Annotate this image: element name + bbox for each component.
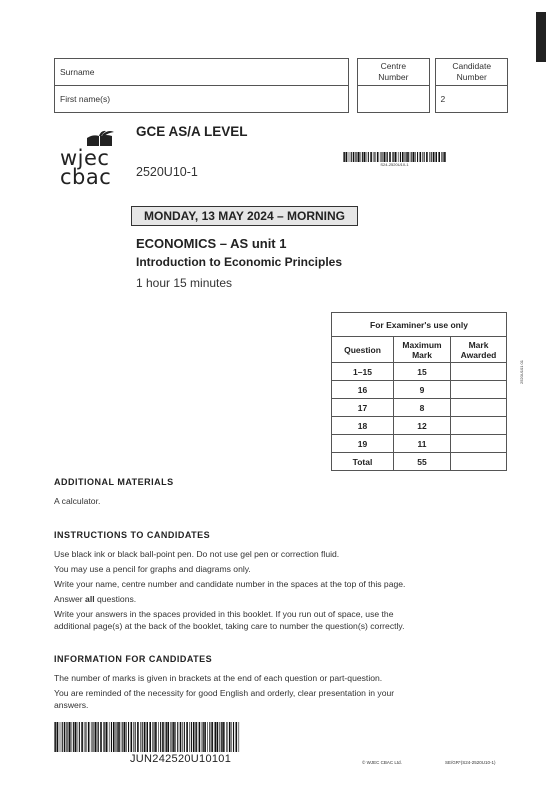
barcode-bar xyxy=(344,152,345,162)
barcode-bar xyxy=(373,152,374,162)
footer-paper-code: SE/GR*(S24-2520U10-1) xyxy=(445,760,496,765)
surname-label: Surname xyxy=(60,67,95,77)
paper-barcode-caption: S24-2520U10-1 xyxy=(380,162,409,167)
barcode-bar xyxy=(211,722,213,752)
side-paper-code: 2520U101 01 xyxy=(519,360,524,385)
table-row xyxy=(332,435,507,453)
table-row xyxy=(332,363,507,381)
candidate-barcode xyxy=(54,722,240,752)
mark-awarded-cell[interactable] xyxy=(451,399,507,417)
barcode-bar xyxy=(167,722,169,752)
question-cell: 19 xyxy=(332,435,394,453)
barcode-bar xyxy=(217,722,219,752)
exam-date-session: MONDAY, 13 MAY 2024 – MORNING xyxy=(131,206,358,226)
barcode-bar xyxy=(100,722,102,752)
barcode-bar xyxy=(355,152,356,162)
max-mark-cell: 8 xyxy=(394,399,451,417)
information-line: The number of marks is given in brackets at the end of each question or part-question. xyxy=(54,673,383,683)
barcode-bar xyxy=(370,152,372,162)
barcode-bar xyxy=(364,152,366,162)
barcode-bar xyxy=(73,722,74,752)
barcode-bar xyxy=(128,722,129,752)
corner-registration-mark xyxy=(536,12,546,62)
barcode-bar xyxy=(353,152,355,162)
barcode-bar xyxy=(81,722,83,752)
table-row xyxy=(332,399,507,417)
first-names-field[interactable] xyxy=(55,86,349,113)
barcode-bar xyxy=(203,722,204,752)
barcode-bar xyxy=(66,722,67,752)
barcode-bar xyxy=(441,152,442,162)
centre-number-field[interactable] xyxy=(358,86,429,113)
information-heading: INFORMATION FOR CANDIDATES xyxy=(54,654,213,664)
barcode-bar xyxy=(172,722,173,752)
barcode-bar xyxy=(124,722,126,752)
examiner-table-title: For Examiner's use only xyxy=(332,313,507,337)
barcode-bar xyxy=(175,722,176,752)
barcode-bar xyxy=(109,722,110,752)
barcode-bar xyxy=(224,722,225,752)
barcode-bar xyxy=(215,722,216,752)
barcode-bar xyxy=(126,722,127,752)
barcode-bar xyxy=(219,722,220,752)
mark-awarded-cell[interactable] xyxy=(451,435,507,453)
barcode-bar xyxy=(222,722,224,752)
barcode-bar xyxy=(149,722,151,752)
candidate-number-field[interactable]: 2 xyxy=(436,86,508,113)
barcode-bar xyxy=(79,722,80,752)
barcode-bar xyxy=(62,722,63,752)
barcode-bar xyxy=(154,722,155,752)
barcode-bar xyxy=(57,722,59,752)
barcode-bar xyxy=(177,722,178,752)
barcode-bar xyxy=(69,722,71,752)
max-mark-cell: 9 xyxy=(394,381,451,399)
barcode-bar xyxy=(152,722,153,752)
question-cell: 17 xyxy=(332,399,394,417)
barcode-bar xyxy=(207,722,208,752)
barcode-bar xyxy=(195,722,196,752)
barcode-bar xyxy=(351,152,352,162)
max-mark-cell: 15 xyxy=(394,363,451,381)
barcode-bar xyxy=(180,722,182,752)
mark-awarded-cell[interactable] xyxy=(451,453,507,471)
information-line: You are reminded of the necessity for good English and orderly, clear presentation in your xyxy=(54,688,395,698)
barcode-bar xyxy=(406,152,407,162)
barcode-bar xyxy=(386,152,387,162)
barcode-bar xyxy=(221,722,222,752)
barcode-bar xyxy=(113,722,115,752)
barcode-bar xyxy=(426,152,428,162)
barcode-bar xyxy=(54,722,55,752)
barcode-bar xyxy=(98,722,99,752)
max-mark-cell: 12 xyxy=(394,417,451,435)
table-row xyxy=(332,453,507,471)
barcode-bar xyxy=(146,722,147,752)
barcode-bar xyxy=(349,152,350,162)
barcode-bar xyxy=(433,152,435,162)
barcode-bar xyxy=(422,152,423,162)
barcode-bar xyxy=(147,722,148,752)
mark-awarded-cell[interactable] xyxy=(451,363,507,381)
barcode-bar xyxy=(420,152,422,162)
question-cell: 16 xyxy=(332,381,394,399)
table-row xyxy=(332,381,507,399)
barcode-bar xyxy=(140,722,141,752)
examiner-marks-table xyxy=(331,312,507,471)
barcode-bar xyxy=(193,722,195,752)
barcode-bar xyxy=(60,722,61,752)
instruction-line: Use black ink or black ball-point pen. Do not use gel pen or correction fluid. xyxy=(54,549,340,559)
barcode-bar xyxy=(67,722,68,752)
paper-code: 2520U10-1 xyxy=(136,165,198,179)
barcode-bar xyxy=(361,152,362,162)
paper-barcode xyxy=(343,152,446,162)
barcode-bar xyxy=(158,722,159,752)
table-row xyxy=(332,417,507,435)
copyright-notice: © WJEC CBAC Ltd. xyxy=(362,760,402,765)
barcode-bar xyxy=(116,722,117,752)
barcode-bar xyxy=(85,722,86,752)
barcode-bar xyxy=(214,722,215,752)
question-column-header: Question xyxy=(332,337,394,363)
subject-title: ECONOMICS – AS unit 1 xyxy=(136,236,287,251)
barcode-bar xyxy=(182,722,183,752)
barcode-bar xyxy=(155,722,157,752)
barcode-bar xyxy=(160,722,161,752)
barcode-bar xyxy=(92,722,93,752)
barcode-bar xyxy=(189,722,190,752)
barcode-bar xyxy=(184,722,185,752)
barcode-bar xyxy=(429,152,430,162)
mark-awarded-cell[interactable] xyxy=(451,417,507,435)
instruction-line: You may use a pencil for graphs and diagrams only. xyxy=(54,564,251,574)
barcode-bar xyxy=(374,152,375,162)
candidate-details-table xyxy=(54,58,508,113)
barcode-bar xyxy=(377,152,379,162)
barcode-bar xyxy=(97,722,98,752)
barcode-bar xyxy=(64,722,66,752)
barcode-bar xyxy=(444,152,446,162)
barcode-bar xyxy=(209,722,210,752)
barcode-bar xyxy=(122,722,123,752)
barcode-bar xyxy=(202,722,203,752)
barcode-bar xyxy=(405,152,406,162)
barcode-bar xyxy=(131,722,133,752)
barcode-bar xyxy=(121,722,122,752)
wjec-cbac-logo: wjec cbac xyxy=(60,130,118,186)
barcode-bar xyxy=(106,722,108,752)
instructions-heading: INSTRUCTIONS TO CANDIDATES xyxy=(54,530,211,540)
barcode-bar xyxy=(387,152,388,162)
mark-awarded-column-header: Mark Awarded xyxy=(451,337,507,363)
barcode-bar xyxy=(407,152,409,162)
question-cell: 18 xyxy=(332,417,394,435)
max-mark-cell: 11 xyxy=(394,435,451,453)
barcode-bar xyxy=(165,722,166,752)
barcode-bar xyxy=(236,722,238,752)
max-mark-cell: 55 xyxy=(394,453,451,471)
barcode-bar xyxy=(411,152,412,162)
barcode-bar xyxy=(103,722,104,752)
instruction-line: additional page(s) at the back of the booklet, taking care to number the question(s) correctly. xyxy=(54,621,405,631)
information-line: answers. xyxy=(54,700,89,710)
instruction-line: Write your answers in the spaces provided in this booklet. If you run out of space, use the xyxy=(54,609,394,619)
barcode-bar xyxy=(389,152,391,162)
centre-number-header: Centre Number xyxy=(358,59,429,86)
candidate-number-header: Candidate Number xyxy=(436,59,508,86)
barcode-bar xyxy=(137,722,139,752)
barcode-bar xyxy=(384,152,386,162)
barcode-bar xyxy=(415,152,416,162)
barcode-bar xyxy=(55,722,56,752)
barcode-bar xyxy=(424,152,425,162)
barcode-bar xyxy=(343,152,344,162)
instruction-line: Answer all questions. xyxy=(54,594,137,604)
barcode-bar xyxy=(111,722,112,752)
barcode-bar xyxy=(431,152,432,162)
maximum-mark-column-header: Maximum Mark xyxy=(394,337,451,363)
barcode-bar xyxy=(381,152,382,162)
qualification-title: GCE AS/A LEVEL xyxy=(136,124,248,139)
barcode-bar xyxy=(229,722,231,752)
barcode-bar xyxy=(191,722,192,752)
barcode-bar xyxy=(368,152,369,162)
question-cell: Total xyxy=(332,453,394,471)
barcode-bar xyxy=(144,722,146,752)
barcode-bar xyxy=(436,152,437,162)
barcode-bar xyxy=(77,722,78,752)
barcode-bar xyxy=(392,152,393,162)
barcode-bar xyxy=(417,152,418,162)
barcode-bar xyxy=(170,722,171,752)
barcode-bar xyxy=(173,722,175,752)
barcode-bar xyxy=(199,722,201,752)
unit-title: Introduction to Economic Principles xyxy=(136,255,343,269)
barcode-bar xyxy=(400,152,401,162)
first-names-label: First name(s) xyxy=(60,94,111,104)
question-cell: 1–15 xyxy=(332,363,394,381)
barcode-bar xyxy=(231,722,232,752)
barcode-bar xyxy=(104,722,105,752)
instruction-line: Write your name, centre number and candidate number in the spaces at the top of this page. xyxy=(54,579,406,589)
barcode-bar xyxy=(438,152,440,162)
barcode-bar xyxy=(84,722,85,752)
barcode-bar xyxy=(133,722,134,752)
additional-materials-heading: ADDITIONAL MATERIALS xyxy=(54,477,174,487)
barcode-bar xyxy=(142,722,143,752)
additional-materials-text: A calculator. xyxy=(54,496,101,506)
barcode-bar xyxy=(166,722,167,752)
barcode-bar xyxy=(366,152,367,162)
barcode-bar xyxy=(395,152,397,162)
barcode-bar xyxy=(135,722,136,752)
barcode-bar xyxy=(358,152,360,162)
barcode-bar xyxy=(75,722,77,752)
barcode-bar xyxy=(72,722,73,752)
barcode-bar xyxy=(380,152,381,162)
barcode-bar xyxy=(356,152,357,162)
barcode-bar xyxy=(91,722,92,752)
barcode-bar xyxy=(362,152,363,162)
barcode-bar xyxy=(398,152,399,162)
barcode-bar xyxy=(393,152,394,162)
barcode-bar xyxy=(162,722,164,752)
barcode-bar xyxy=(239,722,240,752)
barcode-bar xyxy=(233,722,234,752)
barcode-bar xyxy=(402,152,404,162)
barcode-bar xyxy=(413,152,415,162)
barcode-bar xyxy=(410,152,411,162)
surname-field[interactable] xyxy=(55,59,349,86)
barcode-bar xyxy=(118,722,120,752)
barcode-bar xyxy=(443,152,444,162)
mark-awarded-cell[interactable] xyxy=(451,381,507,399)
barcode-bar xyxy=(346,152,348,162)
barcode-bar xyxy=(186,722,188,752)
barcode-bar xyxy=(435,152,436,162)
candidate-barcode-caption: JUN242520U10101 xyxy=(130,753,232,765)
barcode-bar xyxy=(196,722,197,752)
exam-duration: 1 hour 15 minutes xyxy=(136,276,233,290)
barcode-bar xyxy=(226,722,227,752)
barcode-bar xyxy=(117,722,118,752)
barcode-bar xyxy=(204,722,206,752)
barcode-bar xyxy=(88,722,90,752)
barcode-bar xyxy=(95,722,97,752)
